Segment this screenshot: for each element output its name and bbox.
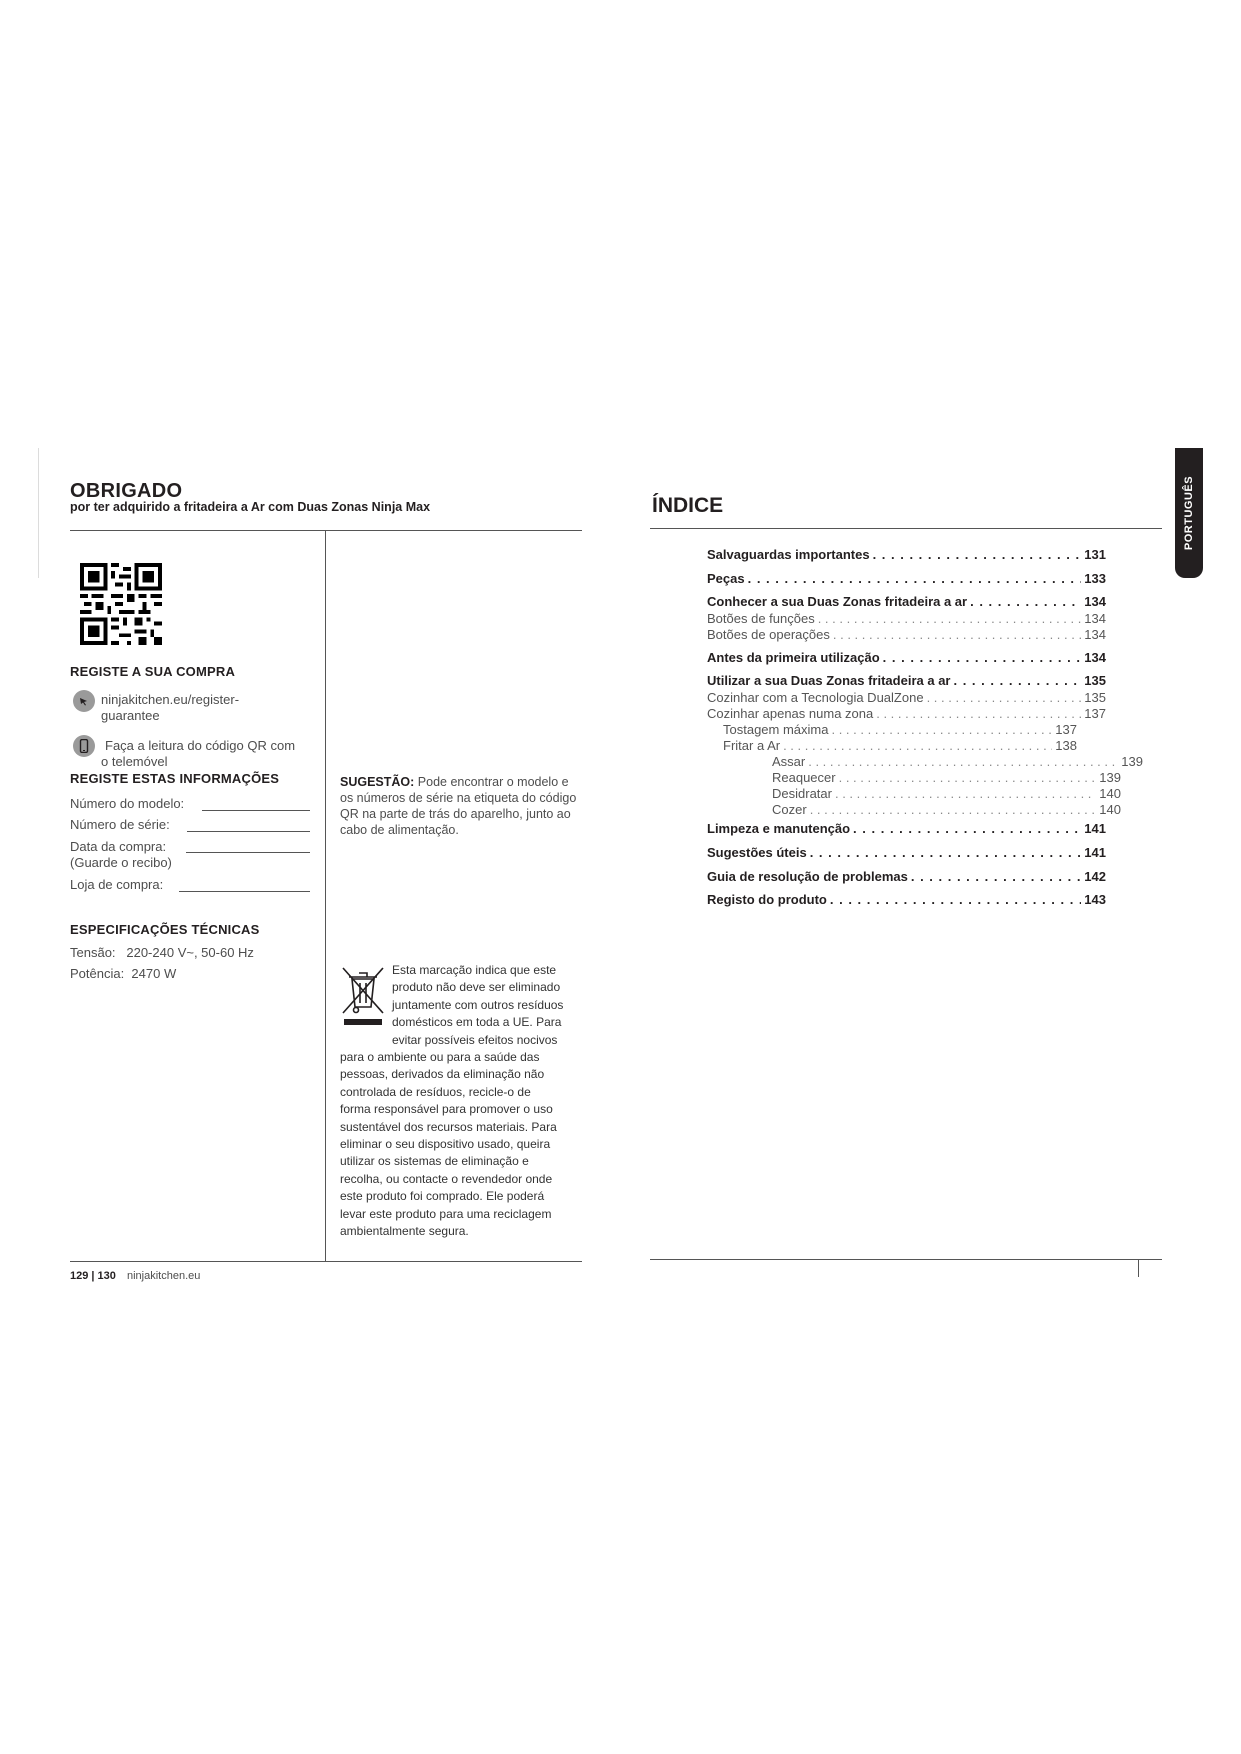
toc-entry-page: 137 — [1084, 706, 1106, 721]
register-url[interactable]: ninjakitchen.eu/register- guarantee — [101, 692, 240, 723]
toc-entry[interactable] — [707, 821, 1106, 836]
toc-entry-label: Assar — [772, 754, 806, 769]
toc-leader-dots — [810, 802, 1097, 817]
page-edge-mark — [38, 448, 39, 578]
toc-entry-page: 141 — [1084, 821, 1106, 836]
toc-entry-page: 133 — [1084, 571, 1106, 586]
purchase-date-note: (Guarde o recibo) — [70, 855, 172, 870]
toc-entry-label: Guia de resolução de problemas — [707, 869, 908, 884]
language-tab: PORTUGUÊS — [1175, 448, 1203, 578]
toc-entry-page: 135 — [1084, 690, 1106, 705]
qr-instruction: Faça a leitura do código QR com o telemóvel — [101, 738, 296, 769]
toc-entry[interactable] — [707, 690, 1106, 705]
store-label: Loja de compra: — [70, 877, 164, 892]
toc-entry-label: Registo do produto — [707, 892, 827, 907]
toc-leader-dots — [876, 706, 1081, 721]
toc-leader-dots — [927, 690, 1082, 705]
column-divider — [325, 530, 326, 1261]
toc-entry-label: Sugestões úteis — [707, 845, 807, 860]
toc-leader-dots — [970, 594, 1081, 609]
footer-url[interactable]: ninjakitchen.eu — [127, 1270, 201, 1282]
toc-leader-dots — [835, 786, 1096, 801]
toc-entry-page: 141 — [1084, 845, 1106, 860]
toc-leader-dots — [953, 673, 1081, 688]
weee-notice-body: para o ambiente ou para a saúde das pessoas, derivados da eliminação não controlada de resíduos, recicle-o de forma responsável para promover o uso sustentável dos recursos materiais. Para eliminar o seu dispositivo usado, queira utilizar os sistemas de eliminação e recolha, ou contacte o revendedor onde este produto foi comprado. Ele poderá levar este produto para uma reciclagem ambientalmente segura. — [340, 1050, 557, 1239]
toc-entry-page: 137 — [1055, 722, 1077, 737]
page-title: OBRIGADO — [70, 480, 183, 502]
toc-entry-label: Tostagem máxima — [723, 722, 829, 737]
toc-entry-label: Peças — [707, 571, 745, 586]
toc-leader-dots — [883, 650, 1082, 665]
crossed-bin-icon — [340, 965, 386, 1027]
model-number-label: Número do modelo: — [70, 796, 185, 811]
toc-entry-label: Salvaguardas importantes — [707, 547, 870, 562]
toc-entry-label: Conhecer a sua Duas Zonas fritadeira a ar — [707, 594, 968, 609]
toc-entry[interactable] — [772, 802, 1121, 817]
toc-leader-dots — [873, 547, 1082, 562]
toc-entry[interactable] — [707, 571, 1106, 586]
serial-number-field[interactable] — [187, 831, 310, 832]
toc-entry-page: 142 — [1084, 869, 1106, 884]
web-link-icon — [73, 690, 95, 712]
phone-icon — [73, 735, 95, 757]
page-subtitle: por ter adquirido a fritadeira a Ar com Duas Zonas Ninja Max — [70, 500, 431, 514]
toc-entry-page: 143 — [1084, 892, 1106, 907]
toc-entry[interactable] — [723, 722, 1077, 737]
toc-leader-dots — [783, 738, 1052, 753]
purchase-date-label: Data da compra: — [70, 839, 167, 854]
serial-number-label: Número de série: — [70, 817, 170, 832]
toc-entry[interactable] — [772, 754, 1143, 769]
toc-leader-dots — [831, 722, 1052, 737]
toc-entry[interactable] — [707, 845, 1106, 860]
toc-entry-label: Cozinhar apenas numa zona — [707, 706, 874, 721]
toc-entry-label: Cozinhar com a Tecnologia DualZone — [707, 690, 924, 705]
right-footer-mark — [1138, 1259, 1139, 1277]
footer-divider — [70, 1261, 582, 1262]
toc-entry-label: Cozer — [772, 802, 807, 817]
toc-entry-page: 134 — [1084, 594, 1106, 609]
toc-entry-page: 134 — [1084, 611, 1106, 626]
specs-heading: ESPECIFICAÇÕES TÉCNICAS — [70, 922, 260, 937]
weee-notice-top: Esta marcação indica que este produto não deve ser eliminado juntamente com outros resíduos domésticos em toda a UE. Para evitar possíveis efeitos nocivos — [392, 963, 564, 1047]
page-number: 129 | 130 — [70, 1270, 116, 1282]
toc-entry-page: 140 — [1099, 802, 1121, 817]
toc-entry-label: Desidratar — [772, 786, 832, 801]
toc-entry-label: Limpeza e manutenção — [707, 821, 851, 836]
toc-entry[interactable] — [772, 786, 1121, 801]
toc-entry-label: Botões de funções — [707, 611, 815, 626]
toc-entry[interactable] — [707, 869, 1106, 884]
model-number-field[interactable] — [202, 810, 310, 811]
power-spec: Potência: 2470 W — [70, 966, 177, 981]
tip-note: SUGESTÃO: Pode encontrar o modelo e os números de série na etiqueta do código QR na parte de trás do aparelho, junto ao cabo de alimentação. — [340, 775, 577, 837]
toc-leader-dots — [810, 845, 1082, 860]
header-divider — [70, 530, 582, 531]
toc-entry[interactable] — [723, 738, 1077, 753]
toc-entry-page: 131 — [1084, 547, 1106, 562]
toc-leader-dots — [911, 869, 1081, 884]
voltage-spec: Tensão: 220-240 V~, 50-60 Hz — [70, 945, 254, 960]
purchase-date-field[interactable] — [186, 852, 310, 853]
store-field[interactable] — [179, 891, 310, 892]
toc-title: ÍNDICE — [652, 494, 724, 517]
toc-leader-dots — [833, 627, 1081, 642]
right-footer-divider — [650, 1259, 1162, 1260]
toc-entry[interactable] — [707, 547, 1106, 562]
register-purchase-heading: REGISTE A SUA COMPRA — [70, 664, 236, 679]
toc-entry-page: 139 — [1121, 754, 1143, 769]
toc-header-divider — [650, 528, 1162, 529]
toc-entry[interactable] — [772, 770, 1121, 785]
toc-leader-dots — [818, 611, 1082, 626]
toc-leader-dots — [808, 754, 1118, 769]
toc-leader-dots — [830, 892, 1081, 907]
register-info-heading: REGISTE ESTAS INFORMAÇÕES — [70, 771, 280, 786]
toc-leader-dots — [853, 821, 1081, 836]
toc-entry[interactable] — [707, 627, 1106, 642]
toc-entry-page: 134 — [1084, 627, 1106, 642]
toc-entry[interactable] — [707, 650, 1106, 665]
toc-entry[interactable] — [707, 706, 1106, 721]
toc-entry-page: 134 — [1084, 650, 1106, 665]
toc-entry-page: 139 — [1099, 770, 1121, 785]
toc-entry-page: 138 — [1055, 738, 1077, 753]
toc-entry-label: Botões de operações — [707, 627, 830, 642]
toc-entry-label: Utilizar a sua Duas Zonas fritadeira a ar — [707, 673, 951, 688]
toc-entry-label: Antes da primeira utilização — [707, 650, 880, 665]
toc-entry-label: Fritar a Ar — [723, 738, 781, 753]
toc-entry[interactable] — [707, 594, 1106, 609]
toc-entry-page: 140 — [1099, 786, 1121, 801]
toc-entry-page: 135 — [1084, 673, 1106, 688]
toc-leader-dots — [839, 770, 1097, 785]
toc-leader-dots — [748, 571, 1082, 586]
toc-entry[interactable] — [707, 892, 1106, 907]
toc-entry[interactable] — [707, 611, 1106, 626]
toc-entry[interactable] — [707, 673, 1106, 688]
qr-code-icon — [80, 563, 162, 645]
toc-entry-label: Reaquecer — [772, 770, 836, 785]
